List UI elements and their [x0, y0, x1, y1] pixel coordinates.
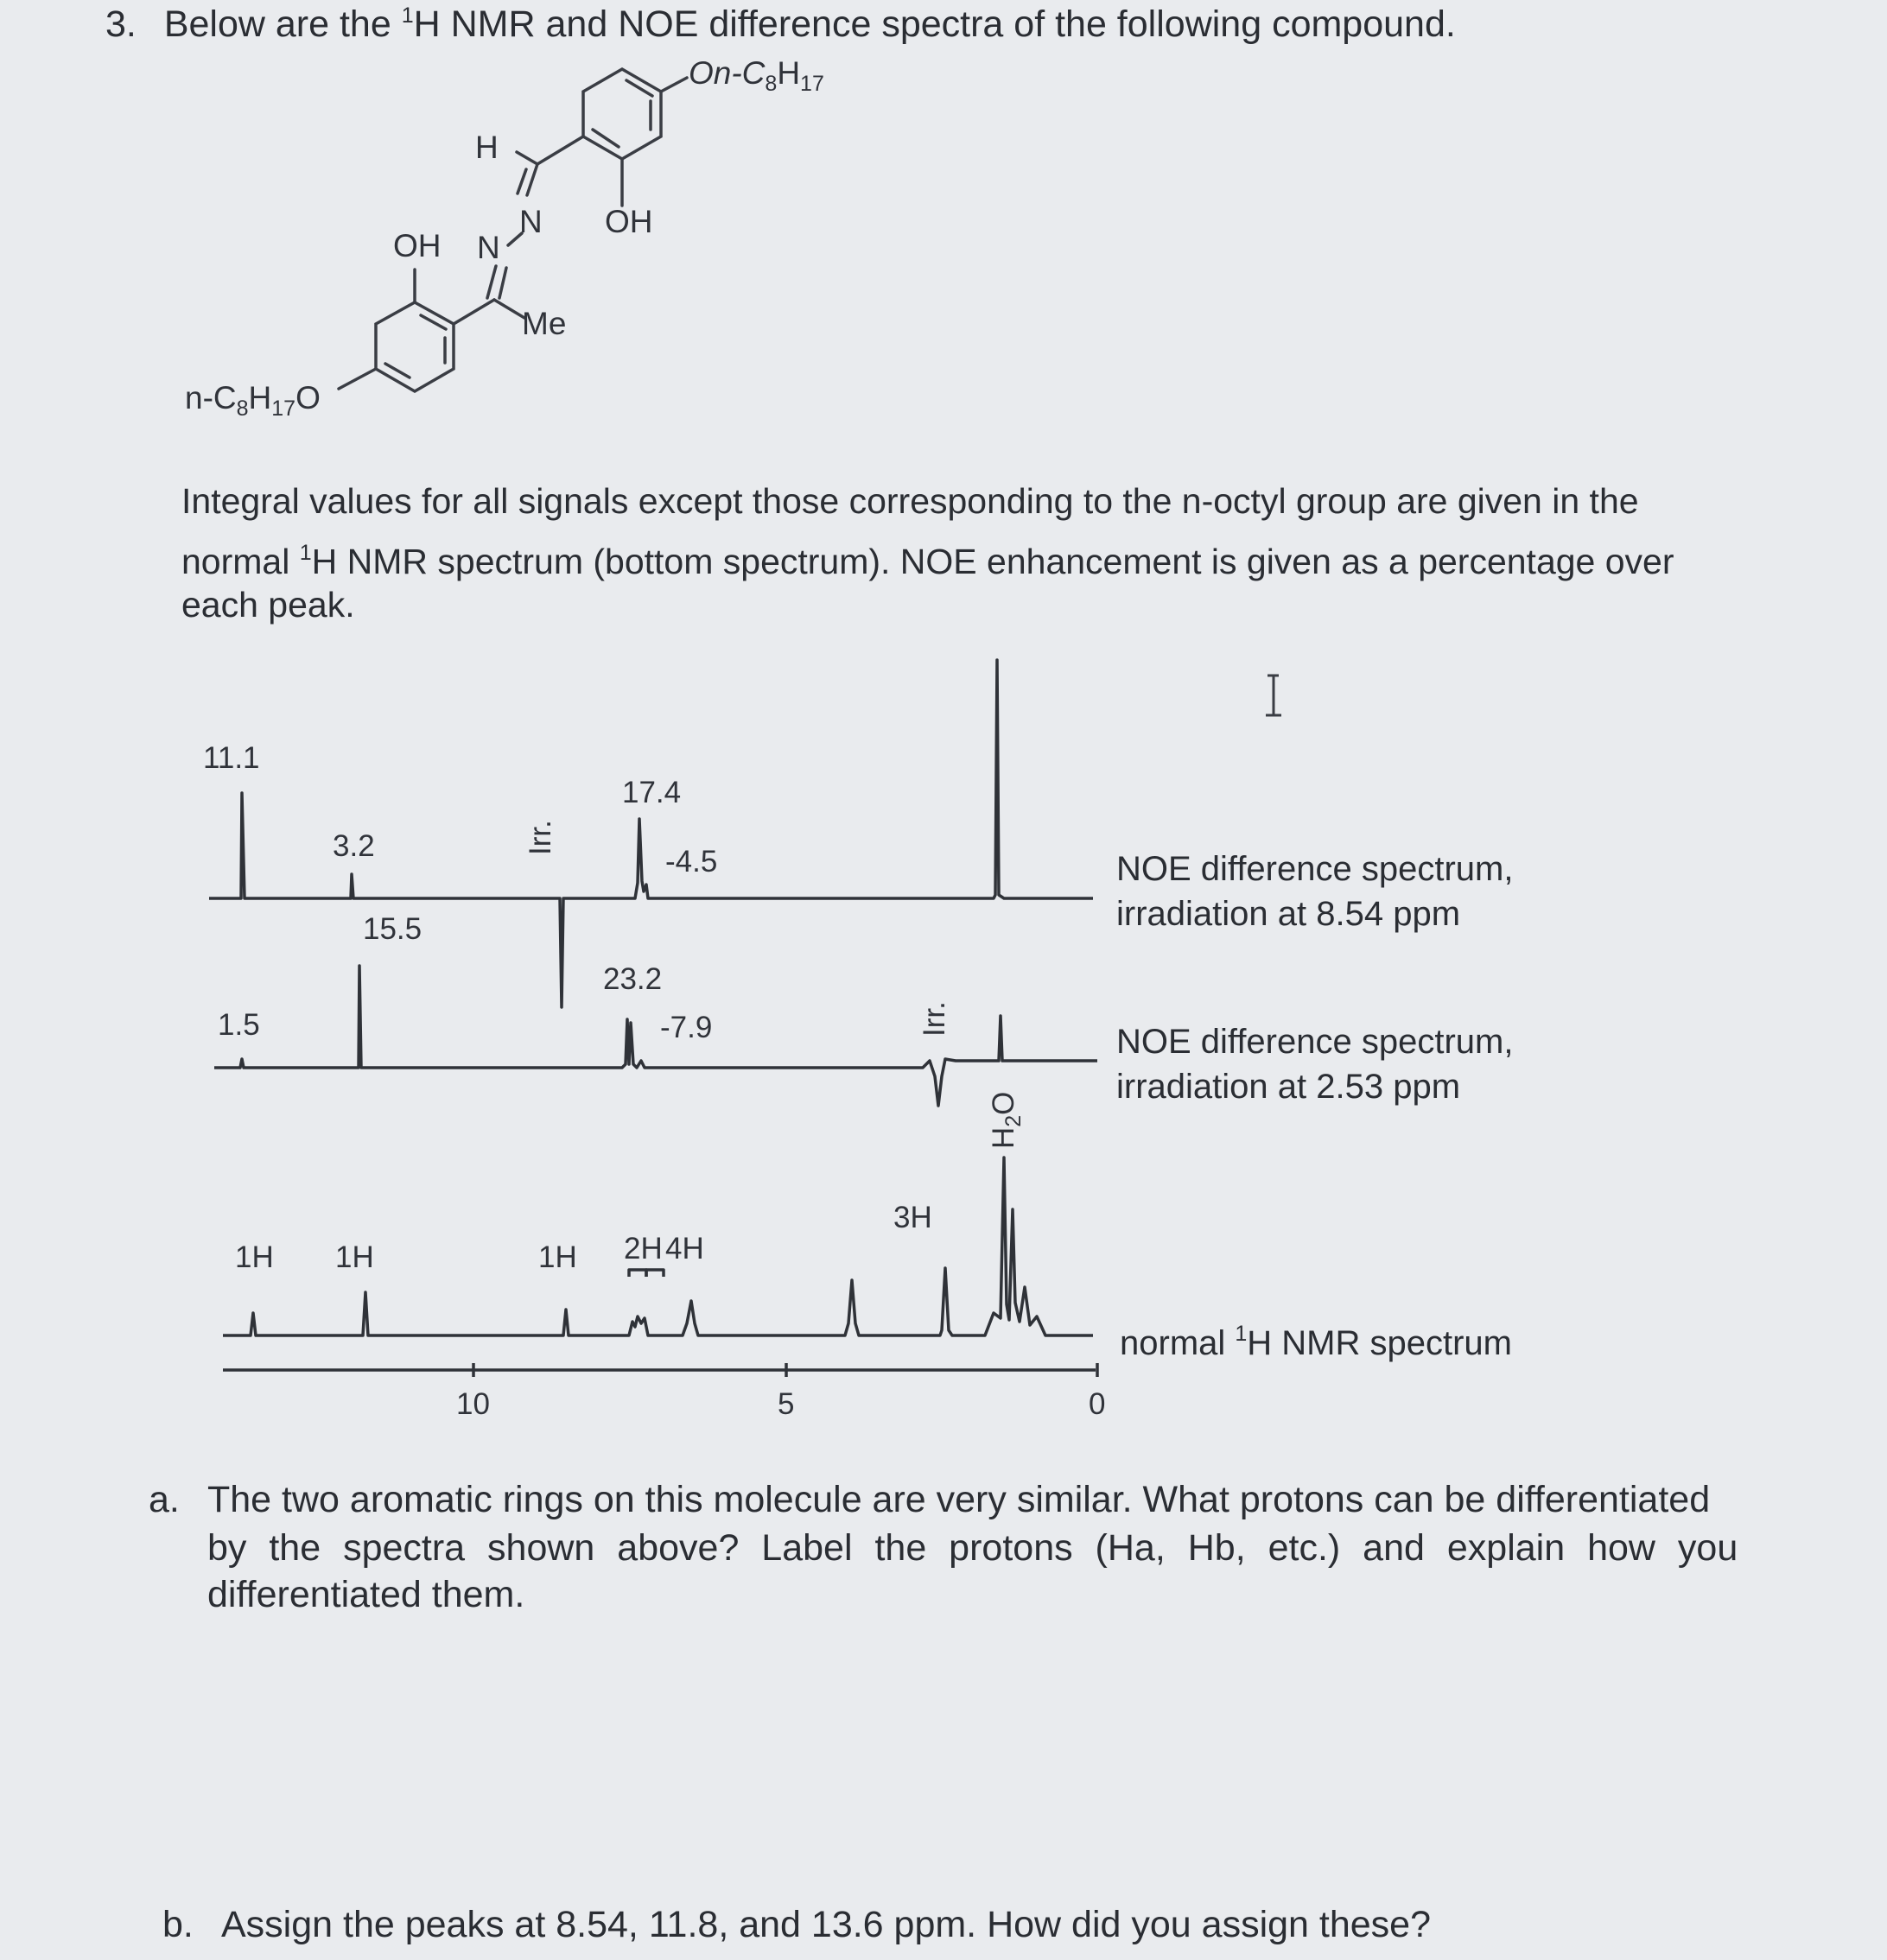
noe2-caption: NOE difference spectrum, irradiation at 2.53 ppm — [1116, 1023, 1514, 1106]
top-octyloxy-label: $On-C_8H_{17}$ — [689, 55, 824, 96]
integral-label-7.4: 2H — [624, 1232, 663, 1265]
noe2-peak-label-7.2: -7.9 — [660, 1011, 713, 1044]
integral-label-11.8: 1H — [335, 1240, 374, 1274]
phenol-oh-left-label: OH — [393, 228, 442, 263]
part-b-label: b. — [162, 1904, 194, 1945]
question-intro-sup: 1 — [401, 3, 414, 28]
question-number: 3. — [105, 3, 137, 45]
part-a-line-1: The two aromatic rings on this molecule are very similar. What protons can be differentiated — [207, 1479, 1711, 1520]
imine-n-upper-label: N — [519, 204, 543, 239]
integral-label-2.53: 3H — [893, 1201, 932, 1234]
x-tick-label-0: 0 — [1089, 1387, 1106, 1421]
imine-h-label: H — [475, 130, 499, 165]
part-a-line-3: differentiated them. — [207, 1574, 525, 1615]
noe1-caption: NOE difference spectrum, irradiation at 8.54 ppm — [1116, 850, 1514, 933]
water-peak-label: $H_2O$ — [987, 1091, 1026, 1149]
integral-label-13.6: 1H — [235, 1240, 274, 1274]
integral-label-7.0: 4H — [665, 1232, 704, 1265]
instructions-line-3: each peak. — [181, 585, 355, 625]
noe1-peak-label-7.0: -4.5 — [665, 845, 718, 879]
imine-n-lower-label: N — [477, 230, 500, 265]
phenol-oh-right-label: OH — [605, 204, 653, 239]
part-a-line-2: by the spectra shown above? Label the protons (Ha, Hb, etc.) and explain how you — [207, 1527, 1738, 1569]
noe1-peak-label-11.8: 3.2 — [333, 829, 375, 863]
noe2-peak-label-13.6: 1.5 — [218, 1008, 260, 1042]
normal-spectrum-caption: normal $^1$H NMR spectrum — [1120, 1322, 1512, 1362]
question-intro-post: H NMR and NOE difference spectra of the following compound. — [413, 3, 1456, 45]
question-intro-pre: Below are the — [163, 3, 402, 45]
integral-label-8.54: 1H — [538, 1240, 577, 1274]
integral-bracket-4h — [646, 1270, 664, 1277]
bottom-octyloxy-label: $n-C_8H_{17}O$ — [185, 380, 321, 421]
noe1-irr-label: Irr. — [524, 820, 557, 855]
instructions-line-1: Integral values for all signals except those corresponding to the n-octyl group are given in the — [181, 481, 1639, 521]
x-tick-label-5: 5 — [778, 1387, 795, 1421]
noe1-peak-label-7.2: 17.4 — [622, 776, 682, 809]
instructions-line-2: normal $^1$H NMR spectrum (bottom spectrum). NOE enhancement is given as a percentage over — [181, 541, 1674, 581]
noe2-peak-label-11.8: 15.5 — [363, 912, 423, 946]
noe2-peak-label-7.4: 23.2 — [603, 962, 663, 996]
x-tick-label-10: 10 — [456, 1387, 490, 1421]
part-a-label: a. — [149, 1479, 180, 1520]
methyl-label: Me — [522, 306, 567, 341]
noe1-peak-label-13.6: 11.1 — [203, 741, 260, 775]
part-b-text: Assign the peaks at 8.54, 11.8, and 13.6 ppm. How did you assign these? — [221, 1904, 1431, 1945]
integral-bracket-2h — [629, 1270, 646, 1277]
noe2-irr-label: Irr. — [918, 1001, 951, 1037]
